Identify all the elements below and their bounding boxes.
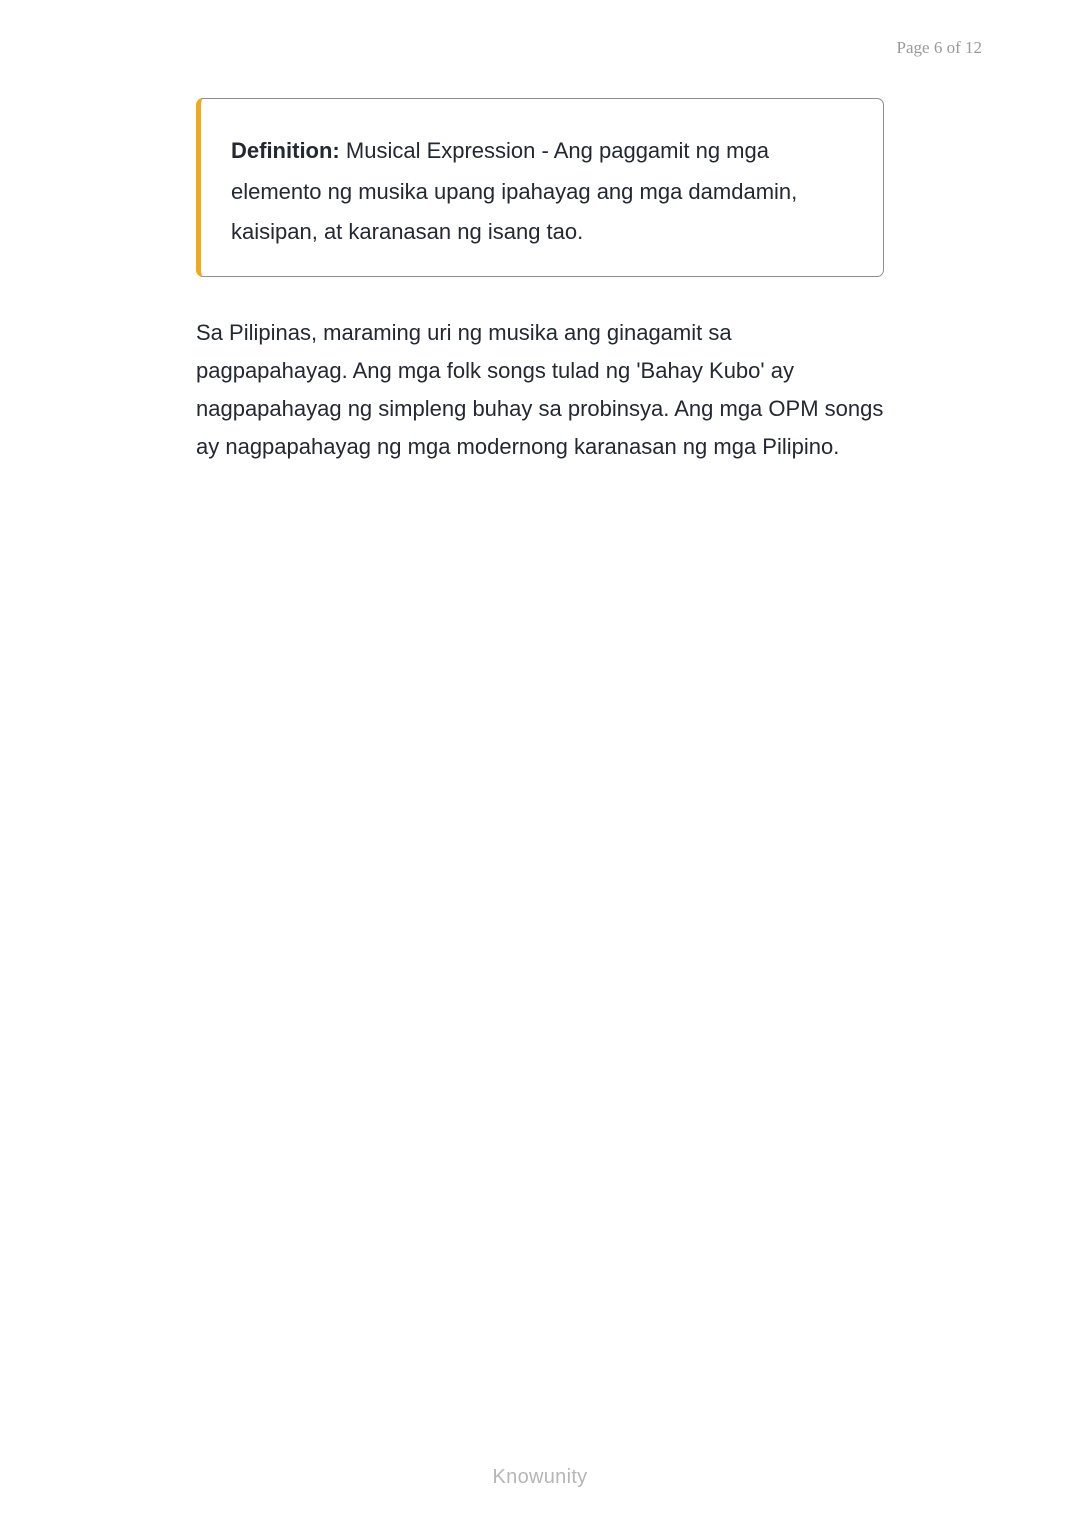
- definition-body: Musical Expression - Ang paggamit ng mga elemento ng musika upang ipahayag ang mga damdamin, kaisipan, at karanasan ng isang tao.: [231, 138, 798, 244]
- body-paragraph: Sa Pilipinas, maraming uri ng musika ang ginagamit sa pagpapahayag. Ang mga folk songs tulad ng 'Bahay Kubo' ay nagpapahayag ng simpleng buhay sa probinsya. Ang mga OPM songs ay nagpapahayag ng mga modernong karanasan ng mga Pilipino.: [196, 320, 884, 459]
- definition-label: Definition:: [231, 138, 340, 163]
- definition-callout: [196, 98, 884, 277]
- footer-brand: Knowunity: [492, 1466, 588, 1488]
- page-number: Page 6 of 12: [896, 38, 982, 57]
- definition-text: [231, 131, 853, 253]
